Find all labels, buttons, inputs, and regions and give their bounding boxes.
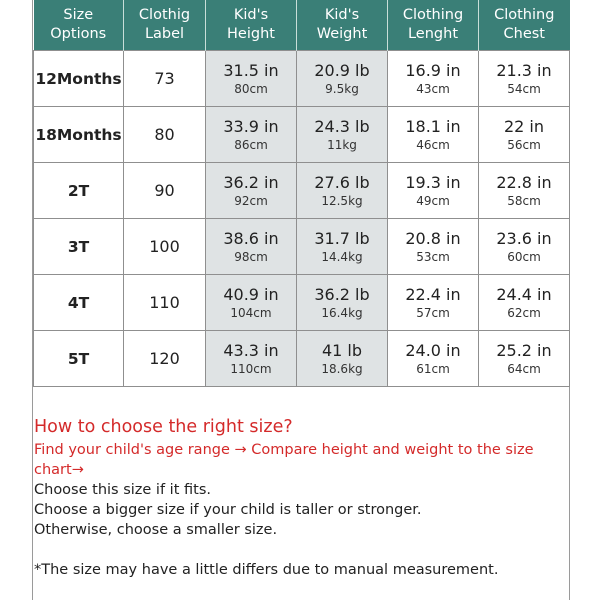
weight-kg: 11kg [327, 137, 357, 152]
chest-cell [479, 51, 570, 107]
header-line: Kid's [324, 7, 360, 23]
chest-cell [479, 163, 570, 219]
length-cell [388, 51, 479, 107]
weight-lb: 31.7 lb [314, 228, 370, 248]
clothing-label-cell: 100 [124, 219, 206, 275]
size-chart-table [33, 0, 570, 387]
chest-cm: 58cm [507, 193, 541, 208]
clothing-label-cell: 90 [124, 163, 206, 219]
length-cell [388, 107, 479, 163]
guide-steps: Find your child's age range → Compare height and weight to the size chart→ [34, 442, 534, 478]
length-cm: 57cm [416, 305, 450, 320]
height-cell [206, 219, 297, 275]
clothing-label-cell: 80 [124, 107, 206, 163]
size-guide-notes [34, 416, 574, 580]
weight-cell [297, 51, 388, 107]
height-inches: 33.9 in [223, 116, 279, 136]
length-inches: 16.9 in [405, 60, 461, 80]
header-line: Clothing [402, 7, 464, 23]
length-cm: 61cm [416, 361, 450, 376]
chest-cell [479, 219, 570, 275]
guide-line-smaller: Otherwise, choose a smaller size. [34, 522, 278, 538]
header-kids-weight [297, 0, 388, 51]
length-cm: 53cm [416, 249, 450, 264]
guide-heading: How to choose the right size? [34, 417, 293, 437]
header-line: Options [50, 26, 107, 42]
height-inches: 43.3 in [223, 340, 279, 360]
height-inches: 36.2 in [223, 172, 279, 192]
height-inches: 31.5 in [223, 60, 279, 80]
weight-kg: 16.4kg [321, 305, 363, 320]
table-row [34, 163, 570, 219]
chest-cell [479, 331, 570, 387]
length-inches: 19.3 in [405, 172, 461, 192]
clothing-label-cell: 120 [124, 331, 206, 387]
header-line: Weight [316, 26, 368, 42]
header-clothing-chest [479, 0, 570, 51]
weight-kg: 14.4kg [321, 249, 363, 264]
weight-kg: 9.5kg [325, 81, 359, 96]
chest-cell [479, 275, 570, 331]
weight-cell [297, 163, 388, 219]
height-cell [206, 107, 297, 163]
header-clothing-label [124, 0, 206, 51]
weight-cell [297, 107, 388, 163]
measurement-disclaimer: *The size may have a little differs due to manual measurement. [34, 562, 499, 578]
chest-cm: 54cm [507, 81, 541, 96]
chest-cm: 64cm [507, 361, 541, 376]
height-cm: 98cm [234, 249, 268, 264]
chest-inches: 22.8 in [496, 172, 552, 192]
header-line: Lenght [407, 26, 458, 42]
weight-lb: 41 lb [321, 340, 363, 360]
guide-line-bigger: Choose a bigger size if your child is taller or stronger. [34, 502, 422, 518]
table-row [34, 275, 570, 331]
size-option-cell: 3T [34, 219, 124, 275]
chest-cm: 60cm [507, 249, 541, 264]
chest-cm: 56cm [507, 137, 541, 152]
height-cm: 110cm [230, 361, 272, 376]
header-line: Label [144, 26, 185, 42]
length-inches: 18.1 in [405, 116, 461, 136]
weight-lb: 20.9 lb [314, 60, 370, 80]
chest-inches: 25.2 in [496, 340, 552, 360]
length-cell [388, 331, 479, 387]
weight-lb: 36.2 lb [314, 284, 370, 304]
height-cell [206, 163, 297, 219]
header-kids-height [206, 0, 297, 51]
clothing-label-cell: 73 [124, 51, 206, 107]
chest-inches: 24.4 in [496, 284, 552, 304]
length-inches: 20.8 in [405, 228, 461, 248]
chest-inches: 22 in [503, 116, 545, 136]
length-cell [388, 275, 479, 331]
length-inches: 22.4 in [405, 284, 461, 304]
height-cm: 104cm [230, 305, 272, 320]
weight-cell [297, 275, 388, 331]
weight-cell [297, 219, 388, 275]
weight-lb: 24.3 lb [314, 116, 370, 136]
weight-kg: 12.5kg [321, 193, 363, 208]
size-option-cell: 18Months [34, 107, 124, 163]
length-inches: 24.0 in [405, 340, 461, 360]
height-cm: 86cm [234, 137, 268, 152]
height-inches: 40.9 in [223, 284, 279, 304]
chest-cm: 62cm [507, 305, 541, 320]
guide-line-fits: Choose this size if it fits. [34, 482, 211, 498]
clothing-label-cell: 110 [124, 275, 206, 331]
header-line: Clothig [138, 7, 191, 23]
size-option-cell: 5T [34, 331, 124, 387]
height-inches: 38.6 in [223, 228, 279, 248]
length-cell [388, 219, 479, 275]
size-option-cell: 4T [34, 275, 124, 331]
table-row [34, 107, 570, 163]
length-cm: 49cm [416, 193, 450, 208]
height-cell [206, 275, 297, 331]
header-line: Clothing [494, 7, 555, 23]
size-option-cell: 2T [34, 163, 124, 219]
table-row [34, 331, 570, 387]
header-clothing-length [388, 0, 479, 51]
header-line: Height [227, 26, 275, 42]
header-line: Kid's [233, 7, 269, 23]
weight-kg: 18.6kg [321, 361, 363, 376]
table-row [34, 219, 570, 275]
height-cm: 92cm [234, 193, 268, 208]
size-option-cell: 12Months [34, 51, 124, 107]
height-cell [206, 51, 297, 107]
chest-cell [479, 107, 570, 163]
header-line: Size [63, 7, 94, 23]
chest-inches: 23.6 in [496, 228, 552, 248]
length-cell [388, 163, 479, 219]
length-cm: 43cm [416, 81, 450, 96]
weight-cell [297, 331, 388, 387]
header-line: Chest [503, 26, 545, 42]
height-cell [206, 331, 297, 387]
length-cm: 46cm [416, 137, 450, 152]
height-cm: 80cm [234, 81, 268, 96]
table-header-row [34, 0, 570, 51]
chest-inches: 21.3 in [496, 60, 552, 80]
header-size-options [34, 0, 124, 51]
table-row [34, 51, 570, 107]
weight-lb: 27.6 lb [314, 172, 370, 192]
